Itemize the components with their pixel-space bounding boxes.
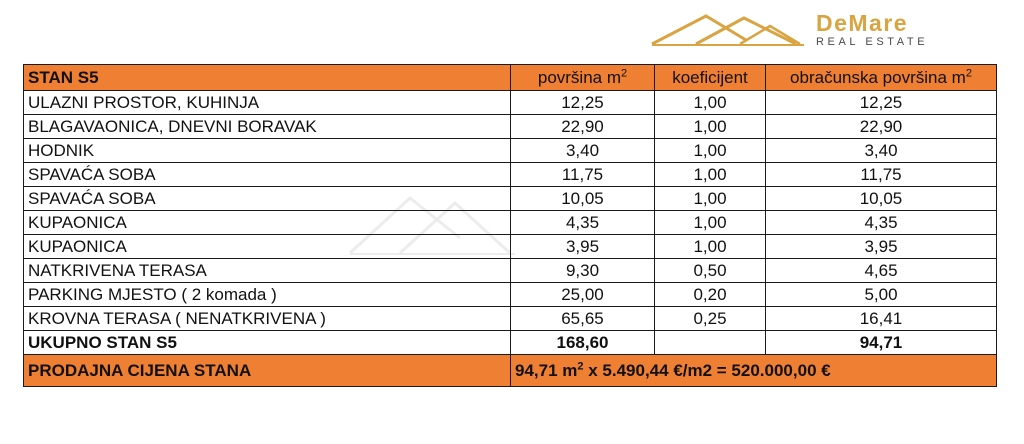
room-coef: 1,00: [655, 235, 766, 259]
room-coef: 1,00: [655, 115, 766, 139]
room-area: 9,30: [511, 259, 655, 283]
brand-name: DeMare: [816, 10, 909, 36]
room-coef: 1,00: [655, 187, 766, 211]
room-name: ULAZNI PROSTOR, KUHINJA: [24, 91, 511, 115]
price-formula: 94,71 $m^2$ x 5.490,44 €/m2 = 520.000,00 €: [511, 355, 997, 387]
table-row: [24, 163, 997, 187]
room-area: 4,35: [511, 211, 655, 235]
logo-text: [816, 12, 928, 49]
demare-logo-mark: [648, 10, 978, 50]
room-name: KUPAONICA: [24, 211, 511, 235]
room-calc-area: 4,35: [766, 211, 997, 235]
room-area: 22,90: [511, 115, 655, 139]
total-calc-area: 94,71: [766, 331, 997, 355]
table-header-row: [24, 65, 997, 91]
room-calc-area: 3,95: [766, 235, 997, 259]
room-name: NATKRIVENA TERASA: [24, 259, 511, 283]
room-coef: 0,20: [655, 283, 766, 307]
table-row: [24, 91, 997, 115]
table-row: [24, 235, 997, 259]
brand-subtitle: REAL ESTATE: [816, 36, 929, 48]
room-coef: 1,00: [655, 211, 766, 235]
table-row: [24, 283, 997, 307]
room-calc-area: 10,05: [766, 187, 997, 211]
table-row: [24, 307, 997, 331]
room-calc-area: 5,00: [766, 283, 997, 307]
table-row: [24, 259, 997, 283]
room-area: 3,95: [511, 235, 655, 259]
table-row: [24, 211, 997, 235]
room-area: 12,25: [511, 91, 655, 115]
room-calc-area: 22,90: [766, 115, 997, 139]
table-row: [24, 139, 997, 163]
room-name: SPAVAĆA SOBA: [24, 187, 511, 211]
price-row: [24, 355, 997, 387]
room-area: 65,65: [511, 307, 655, 331]
apartment-title: STAN S5: [24, 65, 511, 91]
col-coef-header: koeficijent: [655, 65, 766, 91]
room-calc-area: 12,25: [766, 91, 997, 115]
total-row: [24, 331, 997, 355]
room-name: KUPAONICA: [24, 235, 511, 259]
price-table: [23, 64, 997, 387]
room-calc-area: 16,41: [766, 307, 997, 331]
room-coef: 0,50: [655, 259, 766, 283]
room-calc-area: 3,40: [766, 139, 997, 163]
total-label: UKUPNO STAN S5: [24, 331, 511, 355]
total-area: 168,60: [511, 331, 655, 355]
room-area: 3,40: [511, 139, 655, 163]
room-name: BLAGAVAONICA, DNEVNI BORAVAK: [24, 115, 511, 139]
room-coef: 1,00: [655, 139, 766, 163]
room-coef: 0,25: [655, 307, 766, 331]
room-area: 10,05: [511, 187, 655, 211]
col-calc-header: obračunska površina $m^2$: [766, 65, 997, 91]
col-area-header: površina $m^2$: [511, 65, 655, 91]
room-coef: 1,00: [655, 91, 766, 115]
room-area: 11,75: [511, 163, 655, 187]
room-area: 25,00: [511, 283, 655, 307]
room-name: KROVNA TERASA ( NENATKRIVENA ): [24, 307, 511, 331]
table-row: [24, 115, 997, 139]
price-label: PRODAJNA CIJENA STANA: [24, 355, 511, 387]
room-name: SPAVAĆA SOBA: [24, 163, 511, 187]
room-name: PARKING MJESTO ( 2 komada ): [24, 283, 511, 307]
room-coef: 1,00: [655, 163, 766, 187]
table-row: [24, 187, 997, 211]
total-coef: [655, 331, 766, 355]
room-calc-area: 4,65: [766, 259, 997, 283]
room-calc-area: 11,75: [766, 163, 997, 187]
room-name: HODNIK: [24, 139, 511, 163]
